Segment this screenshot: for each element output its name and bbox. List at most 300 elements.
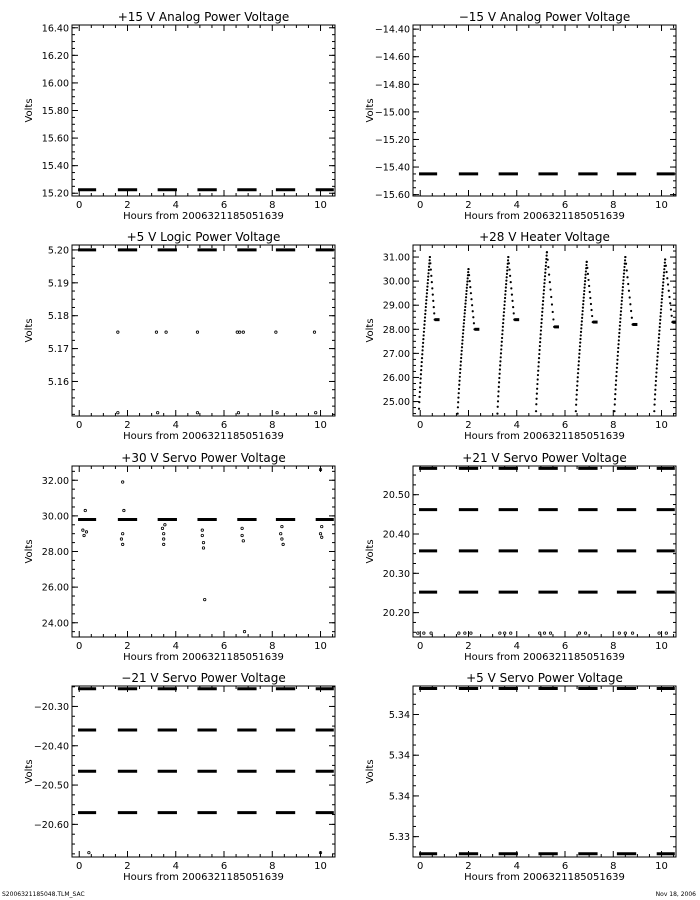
chart-panel-5 (24, 451, 335, 663)
data-point (505, 283, 507, 285)
data-point (584, 283, 586, 285)
data-point (621, 296, 623, 298)
data-point (537, 370, 539, 372)
data-point (622, 283, 624, 285)
data-point (497, 400, 499, 402)
data-point (664, 262, 666, 264)
data-point (432, 294, 434, 296)
data-point (161, 527, 163, 529)
data-point (655, 380, 657, 382)
data-point (545, 261, 547, 263)
data-point (614, 398, 616, 400)
y-tick-label: −20.60 (33, 819, 69, 831)
data-point (461, 343, 463, 345)
data-point (506, 276, 508, 278)
y-tick-label: −15.60 (374, 190, 410, 202)
footer-date: Nov 18, 2006 (655, 891, 696, 898)
data-point (621, 293, 623, 295)
data-point (424, 316, 426, 318)
data-point (658, 333, 660, 335)
y-tick-label: −20.30 (33, 701, 69, 713)
data-point (501, 341, 503, 343)
data-point (552, 311, 554, 313)
data-point (548, 274, 550, 276)
data-point (549, 281, 551, 283)
data-point (117, 331, 119, 333)
data-point (313, 331, 315, 333)
data-point (618, 332, 620, 334)
y-tick-label: 20.30 (382, 568, 410, 580)
data-point (433, 306, 435, 308)
x-axis-label: Hours from 2006321185051639 (123, 652, 284, 663)
plot-frame (72, 466, 335, 637)
data-point (83, 534, 85, 536)
data-point (281, 525, 283, 527)
data-point (580, 334, 582, 336)
data-point (418, 396, 420, 398)
x-tick-label: 4 (172, 641, 179, 652)
data-point (425, 302, 427, 304)
data-point (506, 266, 508, 268)
x-axis-label: Hours from 2006321185051639 (464, 872, 625, 883)
data-point (623, 276, 625, 278)
x-tick-label: 8 (269, 861, 276, 872)
data-point (654, 389, 656, 391)
data-point (620, 303, 622, 305)
data-point (576, 394, 578, 396)
data-point (423, 632, 425, 634)
data-point (616, 359, 618, 361)
data-point (421, 349, 423, 351)
data-point (626, 276, 628, 278)
data-point (544, 268, 546, 270)
data-point (588, 285, 590, 287)
data-point (536, 383, 538, 385)
data-point (469, 280, 471, 282)
y-tick-label: 26.00 (382, 372, 410, 384)
y-tick-label: −14.80 (374, 79, 410, 91)
data-point (499, 360, 501, 362)
data-point (661, 301, 663, 303)
data-point (582, 307, 584, 309)
data-point (620, 310, 622, 312)
plot-frame (72, 245, 335, 416)
x-tick-label: 4 (513, 200, 520, 211)
data-point (466, 280, 468, 282)
data-point (576, 380, 578, 382)
data-point (466, 287, 468, 289)
data-point (421, 357, 423, 359)
data-point (630, 310, 632, 312)
data-point (581, 320, 583, 322)
data-point (627, 283, 629, 285)
data-point (281, 538, 283, 540)
data-point (501, 337, 503, 339)
x-tick-label: 10 (314, 641, 327, 652)
y-tick-label: 5.17 (47, 344, 69, 356)
data-point (579, 345, 581, 347)
data-point (429, 259, 431, 261)
data-point (536, 393, 538, 395)
data-point (426, 296, 428, 298)
data-point (575, 410, 577, 412)
data-point (424, 309, 426, 311)
data-point (508, 262, 510, 264)
data-point (314, 412, 316, 414)
data-point (626, 269, 628, 271)
data-point (499, 632, 501, 634)
data-point (660, 305, 662, 307)
data-point (549, 632, 551, 634)
y-tick-label: 24.00 (41, 618, 69, 630)
data-point (657, 352, 659, 354)
data-point (615, 379, 617, 381)
data-point (543, 282, 545, 284)
x-tick-label: 4 (172, 200, 179, 211)
y-tick-label: 29.00 (382, 300, 410, 312)
data-point (503, 311, 505, 313)
data-point (659, 319, 661, 321)
y-tick-label: −14.40 (374, 24, 410, 36)
x-tick-label: 2 (124, 861, 131, 872)
y-tick-label: 32.00 (41, 475, 69, 487)
data-point (502, 318, 504, 320)
y-tick-label: 5.34 (388, 750, 410, 762)
x-tick-label: 10 (655, 200, 668, 211)
data-point (547, 259, 549, 261)
y-tick-label: 30.00 (41, 511, 69, 523)
data-point (509, 275, 511, 277)
data-point (618, 336, 620, 338)
x-tick-label: 8 (269, 641, 276, 652)
data-point (535, 410, 537, 412)
data-point (463, 319, 465, 321)
data-point (427, 282, 429, 284)
data-point (275, 331, 277, 333)
data-point (665, 265, 667, 267)
y-tick-label: 5.16 (47, 376, 69, 388)
data-point (84, 509, 86, 511)
data-point (423, 334, 425, 336)
data-point (622, 286, 624, 288)
data-point (321, 536, 323, 538)
data-point (617, 343, 619, 345)
data-point (155, 331, 157, 333)
data-point (670, 308, 672, 310)
chart-panel-6 (365, 451, 676, 663)
data-point (585, 274, 587, 276)
data-point (513, 312, 515, 314)
chart-title: −21 V Servo Power Voltage (121, 671, 286, 685)
data-point (653, 403, 655, 405)
data-point (657, 348, 659, 350)
data-series (78, 468, 334, 632)
plot-frame (413, 25, 676, 196)
data-point (587, 273, 589, 275)
data-point (238, 331, 240, 333)
data-point (619, 321, 621, 323)
data-point (582, 303, 584, 305)
data-point (505, 280, 507, 282)
data-point (504, 290, 506, 292)
data-point (624, 632, 626, 634)
y-tick-label: 5.18 (47, 311, 69, 323)
chart-title: −15 V Analog Power Voltage (458, 10, 631, 24)
y-tick-label: 5.34 (388, 710, 410, 721)
data-point (655, 376, 657, 378)
data-point (420, 373, 422, 375)
chart-panel-4 (365, 230, 677, 442)
data-point (461, 346, 463, 348)
y-tick-label: 16.20 (41, 50, 69, 62)
data-point (543, 286, 545, 288)
data-point (463, 316, 465, 318)
data-point (460, 353, 462, 355)
data-point (502, 326, 504, 328)
data-point (280, 532, 282, 534)
data-point (470, 292, 472, 294)
data-point (661, 298, 663, 300)
data-point (579, 342, 581, 344)
data-point (667, 283, 669, 285)
data-point (464, 306, 466, 308)
data-point (499, 373, 501, 375)
data-point (422, 346, 424, 348)
data-point (541, 314, 543, 316)
data-point (581, 313, 583, 315)
data-point (547, 266, 549, 268)
data-point (540, 326, 542, 328)
data-point (614, 393, 616, 395)
data-point (465, 290, 467, 292)
data-point (499, 364, 501, 366)
data-point (502, 329, 504, 331)
data-point (542, 303, 544, 305)
data-point (467, 271, 469, 273)
data-point (468, 274, 470, 276)
data-point (463, 322, 465, 324)
data-point (202, 541, 204, 543)
data-point (424, 313, 426, 315)
data-point (577, 368, 579, 370)
data-point (162, 538, 164, 540)
data-point (575, 404, 577, 406)
data-point (417, 632, 419, 634)
x-axis-label: Hours from 2006321185051639 (464, 211, 625, 222)
data-point (579, 338, 581, 340)
data-point (421, 353, 423, 355)
data-point (464, 303, 466, 305)
footer-filename: S2006321185048.TLM_SAC (2, 891, 85, 898)
x-tick-label: 6 (561, 420, 569, 431)
data-point (420, 369, 422, 371)
data-point (580, 324, 582, 326)
data-point (424, 320, 426, 322)
y-tick-label: 15.60 (41, 133, 69, 145)
y-tick-label: 30.00 (382, 276, 410, 288)
data-point (587, 279, 589, 281)
data-point (123, 509, 125, 511)
x-tick-label: 0 (76, 200, 83, 211)
data-point (617, 351, 619, 353)
x-tick-label: 2 (124, 200, 131, 211)
data-point (583, 287, 585, 289)
data-point (660, 308, 662, 310)
data-point (510, 281, 512, 283)
data-point (276, 412, 278, 414)
x-tick-label: 0 (76, 641, 83, 652)
chart-title: +5 V Servo Power Voltage (466, 671, 623, 685)
data-point (581, 317, 583, 319)
data-point (542, 296, 544, 298)
data-point (624, 256, 626, 258)
data-point (662, 281, 664, 283)
data-point (544, 272, 546, 274)
x-tick-label: 6 (561, 641, 569, 652)
data-point (619, 325, 621, 327)
data-point (654, 398, 656, 400)
data-point (614, 403, 616, 405)
data-point (499, 368, 501, 370)
data-point (544, 275, 546, 277)
y-axis-label: Volts (365, 98, 376, 123)
data-point (658, 340, 660, 342)
x-tick-label: 6 (220, 641, 228, 652)
data-point (538, 353, 540, 355)
data-point (668, 296, 670, 298)
data-point (661, 295, 663, 297)
data-point (544, 279, 546, 281)
y-tick-label: 20.40 (382, 529, 410, 541)
data-point (430, 268, 432, 270)
data-point (459, 368, 461, 370)
data-point (615, 375, 617, 377)
y-tick-label: 16.40 (41, 23, 69, 35)
x-tick-label: 10 (655, 420, 668, 431)
data-point (662, 288, 664, 290)
data-point (465, 299, 467, 301)
data-point (419, 386, 421, 388)
data-point (656, 359, 658, 361)
data-point (551, 303, 553, 305)
data-point (432, 300, 434, 302)
plot-frame (72, 25, 335, 196)
data-point (655, 384, 657, 386)
y-tick-label: −14.60 (374, 52, 410, 64)
data-point (620, 314, 622, 316)
y-axis-label: Volts (365, 539, 376, 564)
y-tick-label: 27.00 (382, 348, 410, 360)
x-tick-label: 8 (269, 200, 276, 211)
x-tick-label: 6 (220, 200, 228, 211)
data-point (421, 361, 423, 363)
data-point (538, 357, 540, 359)
data-point (539, 337, 541, 339)
data-point (473, 322, 475, 324)
x-tick-label: 0 (76, 420, 83, 431)
data-point (425, 299, 427, 301)
x-tick-label: 10 (314, 200, 327, 211)
y-tick-label: 15.20 (41, 188, 69, 200)
x-tick-label: 8 (610, 641, 617, 652)
data-point (470, 632, 472, 634)
data-point (661, 291, 663, 293)
data-point (461, 339, 463, 341)
x-tick-label: 10 (314, 420, 327, 431)
data-point (426, 289, 428, 291)
data-point (504, 293, 506, 295)
data-point (459, 376, 461, 378)
data-point (580, 331, 582, 333)
data-point (196, 331, 198, 333)
y-axis-label: Volts (24, 98, 35, 123)
x-tick-label: 0 (76, 861, 83, 872)
data-point (496, 412, 498, 414)
data-point (663, 268, 665, 270)
data-point (577, 364, 579, 366)
data-point (663, 275, 665, 277)
data-series (417, 468, 675, 634)
data-point (510, 632, 512, 634)
data-point (85, 531, 87, 533)
data-point (586, 267, 588, 269)
data-point (578, 356, 580, 358)
data-point (656, 356, 658, 358)
data-point (575, 398, 577, 400)
data-point (507, 259, 509, 261)
data-point (497, 395, 499, 397)
x-tick-label: 2 (465, 641, 472, 652)
data-point (460, 357, 462, 359)
data-point (613, 410, 615, 412)
data-point (498, 377, 500, 379)
data-point (458, 388, 460, 390)
data-point (585, 270, 587, 272)
data-series (78, 689, 334, 854)
data-point (620, 307, 622, 309)
data-point (629, 296, 631, 298)
x-tick-label: 6 (220, 420, 228, 431)
data-point (425, 306, 427, 308)
data-point (619, 328, 621, 330)
data-point (655, 371, 657, 373)
data-point (582, 300, 584, 302)
data-point (545, 265, 547, 267)
data-point (465, 296, 467, 298)
data-point (536, 388, 538, 390)
data-point (500, 344, 502, 346)
data-point (510, 287, 512, 289)
x-tick-label: 6 (561, 200, 569, 211)
data-point (623, 272, 625, 274)
data-point (589, 297, 591, 299)
data-point (500, 352, 502, 354)
data-point (538, 361, 540, 363)
data-point (541, 318, 543, 320)
data-point (552, 318, 554, 320)
data-point (631, 632, 633, 634)
data-point (617, 347, 619, 349)
y-tick-label: −20.50 (33, 780, 69, 792)
data-point (543, 289, 545, 291)
x-tick-label: 2 (465, 420, 472, 431)
data-point (503, 632, 505, 634)
data-point (535, 398, 537, 400)
data-point (427, 272, 429, 274)
chart-panel-7 (24, 671, 335, 883)
data-point (580, 327, 582, 329)
x-tick-label: 4 (172, 861, 179, 872)
